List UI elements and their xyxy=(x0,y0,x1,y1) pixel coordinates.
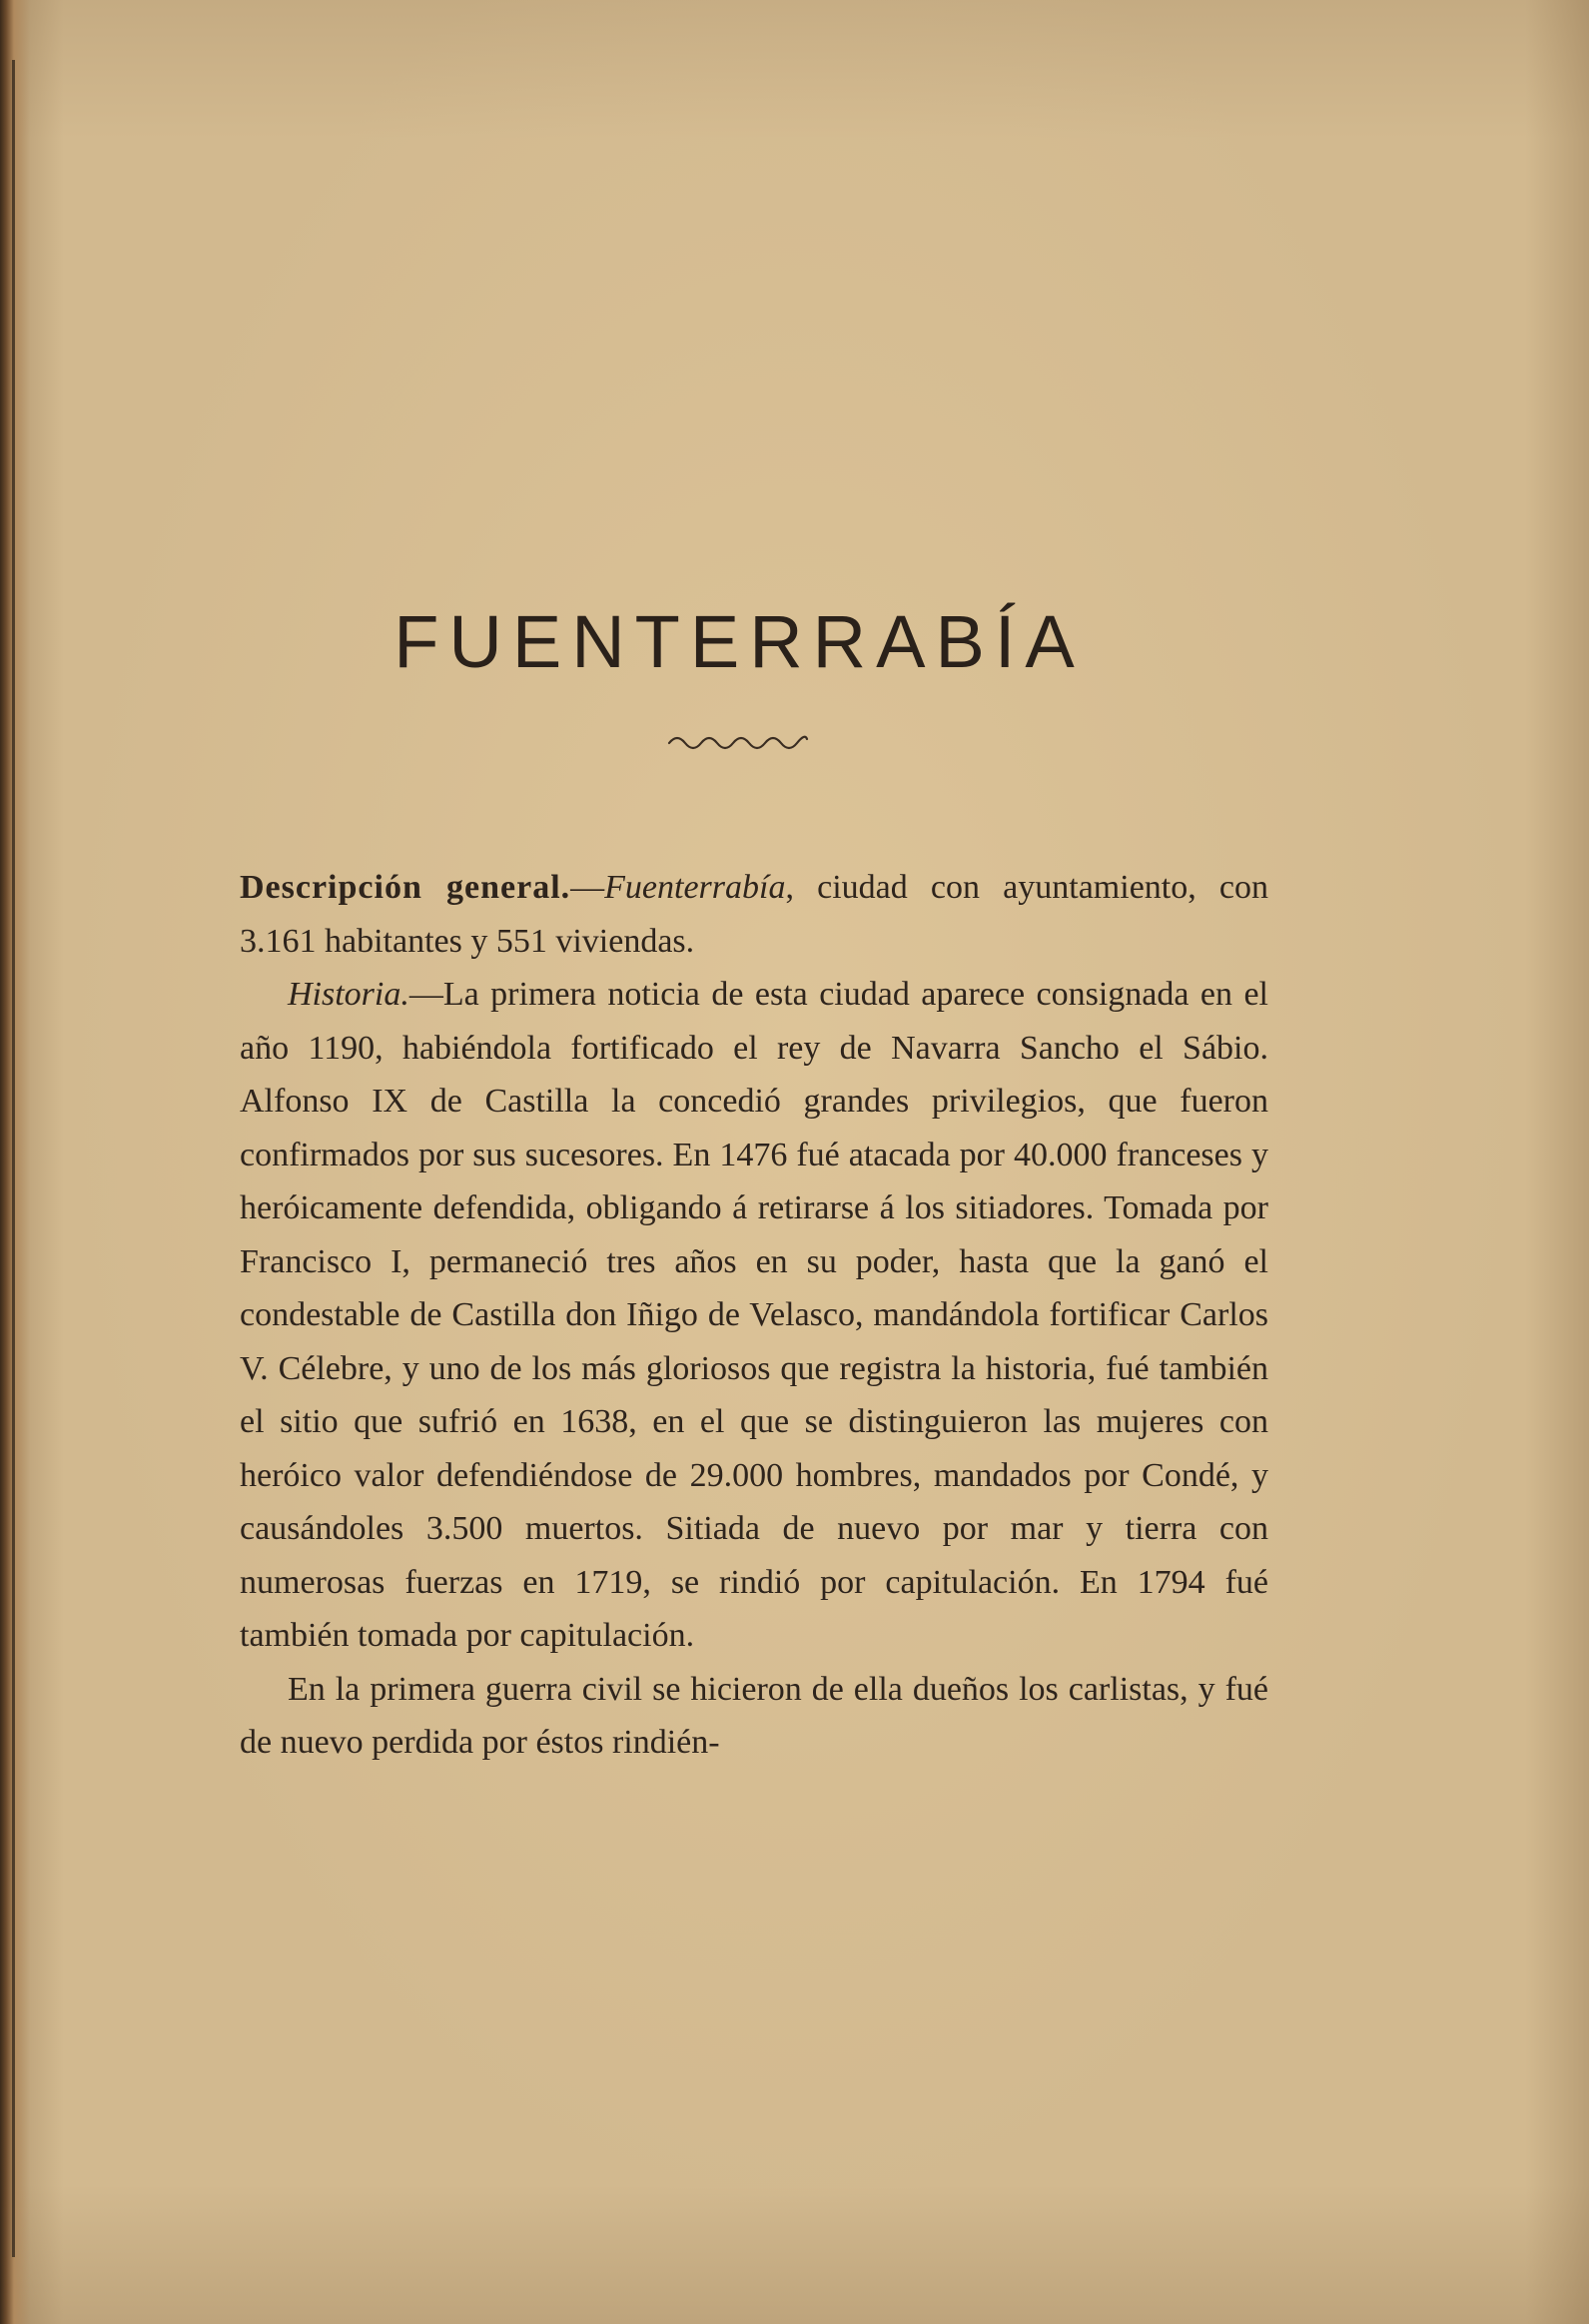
section-heading-history: Historia. xyxy=(288,976,409,1013)
body-text xyxy=(240,861,1268,1770)
binding-line xyxy=(12,60,15,2257)
dash: — xyxy=(408,976,443,1013)
section-heading-description: Descripción general. xyxy=(240,869,571,906)
paragraph-civil-war xyxy=(240,1663,1268,1770)
paragraph-description xyxy=(240,861,1268,968)
place-name: Fuenterrabía xyxy=(604,869,786,906)
page-binding-edge xyxy=(0,0,30,2324)
paragraph-history xyxy=(240,968,1268,1663)
paragraph-text: En la primera guerra civil se hicieron de ella dueños los carlistas, y fué de nuevo perdida por éstos rindién- xyxy=(240,1670,1268,1761)
page-title: FUENTERRABÍA xyxy=(394,600,1085,683)
dash: — xyxy=(570,869,605,906)
paragraph-text: , ciudad con ayuntamiento, con 3.161 habitantes y 551 viviendas. xyxy=(240,869,1268,960)
paragraph-text: La primera noticia de esta ciudad aparece consignada en el año 1190, habiéndola fortificado el rey de Navarra Sancho el Sábio. Alfonso IX de Castilla la concedió grandes privilegios, que fueron confirmados por sus sucesores. En 1476 fué atacada por 40.000 franceses y heróicamente defendida, obligando á retirarse á los sitiadores. Tomada por Francisco I, permaneció tres años en su poder, hasta que la ganó el condestable de Castilla don Iñigo de Velasco, mandándola fortificar Carlos V. Célebre, y uno de los más gloriosos que registra la historia, fué también el sitio que sufrió en 1638, en el que se distinguieron las mujeres con heróico valor defendiéndose de 29.000 hombres, mandados por Condé, y causándoles 3.500 muertos. Sitiada de nuevo por mar y tierra con numerosas fuerzas en 1719, se rindió por capitulación. En 1794 fué también tomada por capitulación. xyxy=(240,976,1268,1654)
wavy-ornament-icon xyxy=(667,729,809,753)
